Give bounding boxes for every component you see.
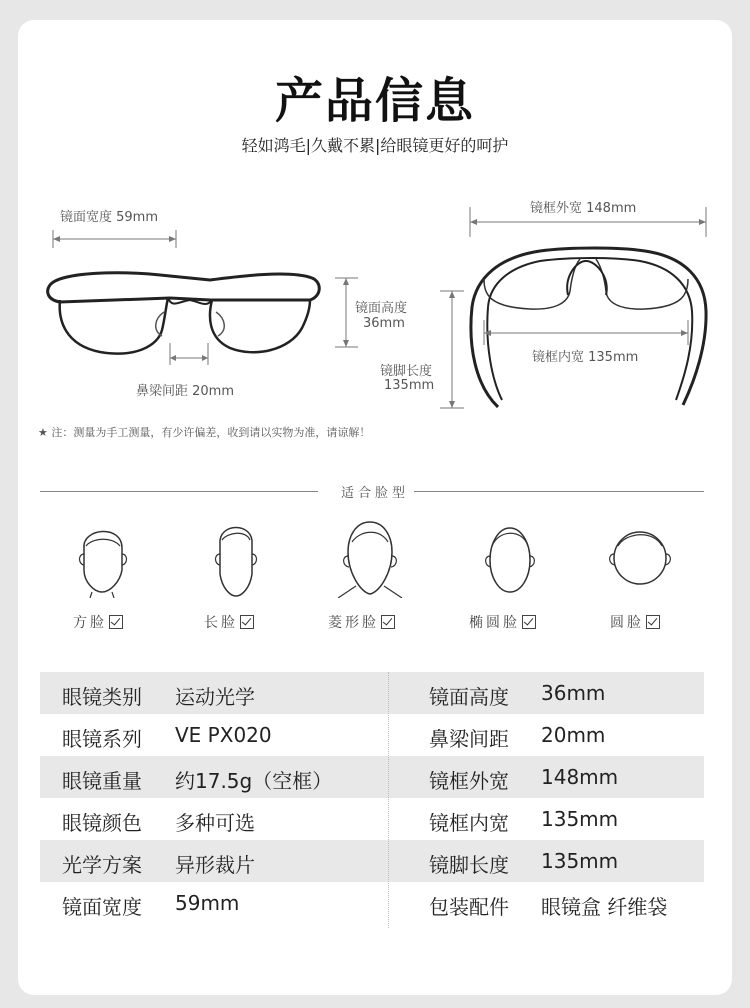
spec-value: VE PX020 (175, 723, 272, 747)
face-label-square: 方脸 (73, 612, 123, 632)
checkbox-checked-icon (109, 615, 123, 629)
page-title: 产品信息 (274, 73, 475, 129)
oval-face-icon (470, 518, 550, 598)
page-subtitle: 轻如鸿毛|久戴不累|给眼镜更好的呵护 (241, 136, 509, 155)
measurement-note: ★ 注：测量为手工测量，有少许偏差，收到请以实物为准，请谅解！ (38, 426, 371, 439)
face-label-round: 圆脸 (610, 612, 660, 632)
checkbox-checked-icon (381, 615, 395, 629)
face-label-oval: 椭圆脸 (469, 612, 536, 632)
frame-outer-width-label: 镜框外宽 148mm (530, 201, 637, 216)
spec-key: 镜框外宽 (429, 769, 509, 793)
checkbox-checked-icon (646, 615, 660, 629)
spec-value: 148mm (541, 765, 619, 789)
spec-value: 59mm (175, 891, 240, 915)
spec-value: 135mm (541, 849, 619, 873)
face-section-heading: 适合脸型 (340, 486, 409, 501)
frame-inner-width-label: 镜框内宽 135mm (532, 350, 639, 365)
top-view-glasses-diagram (440, 195, 720, 420)
round-face-icon (600, 518, 680, 598)
square-face-icon (62, 518, 142, 598)
spec-value: 20mm (541, 723, 606, 747)
spec-value: 运动光学 (175, 685, 255, 709)
bridge-width-label: 鼻梁间距 20mm (136, 384, 235, 399)
spec-value: 135mm (541, 807, 619, 831)
table-row (40, 882, 704, 924)
spec-table (40, 672, 704, 928)
long-face-icon (196, 518, 276, 598)
spec-value: 异形裁片 (175, 853, 255, 877)
table-row (40, 798, 704, 840)
table-row (40, 714, 704, 756)
diamond-face-icon (330, 518, 410, 598)
spec-key: 镜脚长度 (429, 853, 509, 877)
spec-key: 光学方案 (62, 853, 142, 877)
spec-key: 镜面宽度 (62, 895, 142, 919)
spec-value: 眼镜盒 纤维袋 (541, 895, 668, 919)
temple-length-value: 135mm (384, 378, 435, 393)
spec-key: 鼻梁间距 (429, 727, 509, 751)
spec-key: 镜框内宽 (429, 811, 509, 835)
table-row (40, 756, 704, 798)
table-column-divider (388, 672, 390, 928)
spec-key: 镜面高度 (429, 685, 509, 709)
temple-length-label: 镜脚长度 (380, 364, 433, 379)
face-label-long: 长脸 (204, 612, 254, 632)
lens-height-value: 36mm (363, 316, 405, 331)
spec-key: 眼镜类别 (62, 685, 142, 709)
spec-key: 包装配件 (429, 895, 509, 919)
spec-key: 眼镜重量 (62, 769, 142, 793)
face-label-diamond: 菱形脸 (328, 612, 395, 632)
spec-value: 多种可选 (175, 811, 255, 835)
spec-key: 眼镜颜色 (62, 811, 142, 835)
spec-value: 36mm (541, 681, 606, 705)
lens-height-label: 镜面高度 (355, 301, 408, 316)
front-view-glasses-diagram (40, 220, 370, 380)
lens-width-label: 镜面宽度 59mm (60, 210, 159, 225)
table-row (40, 672, 704, 714)
checkbox-checked-icon (240, 615, 254, 629)
checkbox-checked-icon (522, 615, 536, 629)
table-row (40, 840, 704, 882)
spec-key: 眼镜系列 (62, 727, 142, 751)
spec-value: 约17.5g（空框） (175, 769, 333, 793)
